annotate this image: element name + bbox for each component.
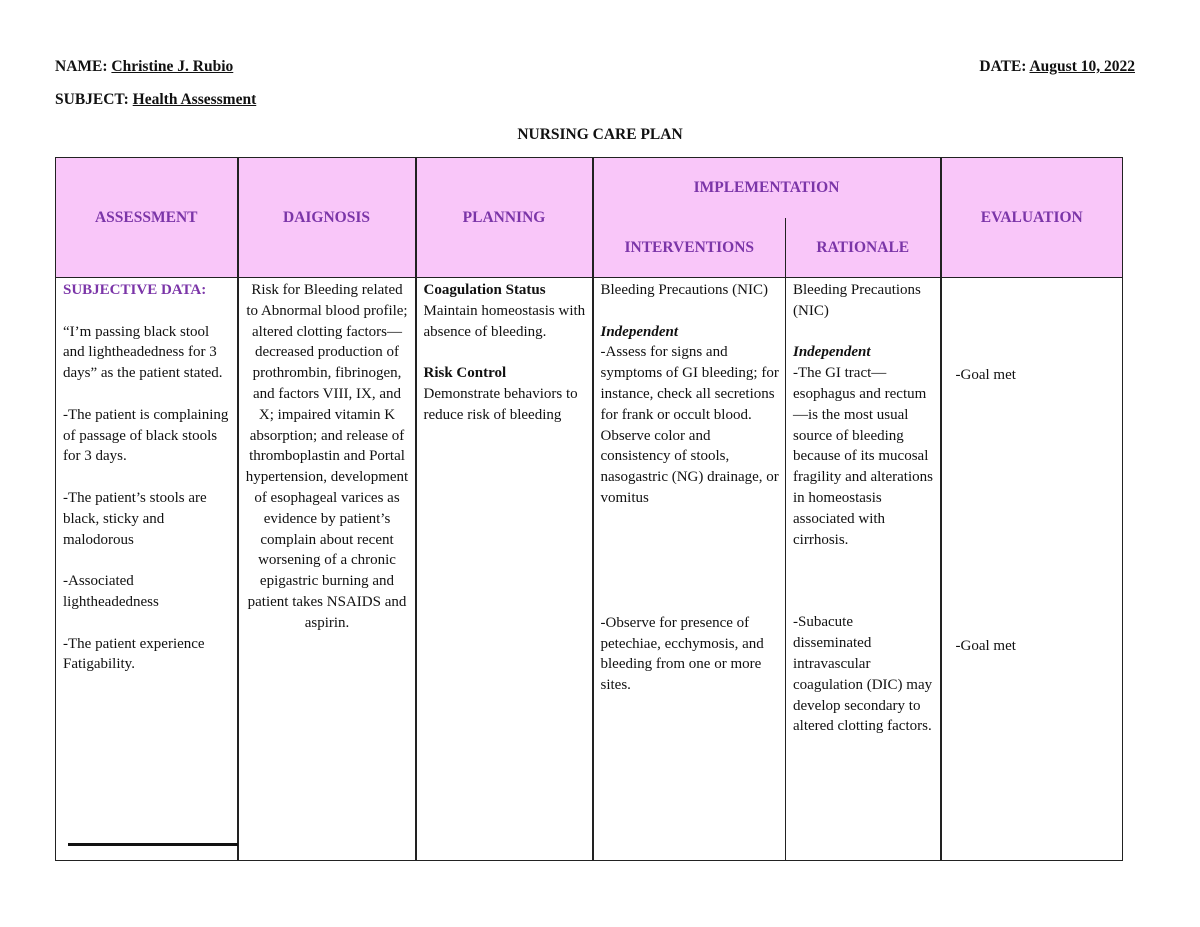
interventions-cell (593, 278, 786, 861)
interventions-independent-label: Independent (600, 323, 679, 340)
diagnosis-cell (238, 278, 416, 861)
assessment-cell (56, 278, 238, 861)
rationale-item: -Subacute disseminated intravascular coagulation (DIC) may develop secondary to altered clotting factors. (793, 614, 933, 735)
date-label: DATE: (979, 58, 1027, 75)
name-line (55, 58, 233, 76)
interventions-intro: Bleeding Precautions (NIC) (600, 282, 768, 298)
evaluation-item: -Goal met (955, 638, 1016, 654)
care-plan-table (55, 157, 1123, 861)
patient-quote: “I’m passing black stool and lightheadedness for 3 days” as the patient stated. (63, 323, 223, 382)
table-row (56, 278, 1123, 861)
assessment-item: -The patient’s stools are black, sticky and malodorous (63, 489, 207, 548)
planning-heading-coagulation: Coagulation Status (423, 282, 546, 298)
subject-value: Health Assessment (132, 91, 257, 108)
planning-text: Demonstrate behaviors to reduce risk of bleeding (423, 385, 578, 423)
assessment-item: -The patient is complaining of passage of black stools for 3 days. (63, 406, 229, 465)
planning-text: Maintain homeostasis with absence of bleeding. (423, 302, 586, 340)
assessment-item: -The patient experience Fatigability. (63, 635, 205, 673)
header-diagnosis: DAIGNOSIS (238, 158, 416, 278)
header-planning: PLANNING (416, 158, 593, 278)
header-implementation: IMPLEMENTATION (593, 158, 941, 219)
date-value: August 10, 2022 (1029, 58, 1135, 75)
header-evaluation: EVALUATION (941, 158, 1123, 278)
planning-heading-risk-control: Risk Control (423, 365, 507, 382)
diagnosis-text: Risk for Bleeding related to Abnormal blood profile; altered clotting factors—decreased production of prothrombin, fibrinogen, and factors VIII, IX, and X; impaired vitamin K absorption; and release of thromboplastin and Portal hypertension, development of esophageal varices as evidence by patient’s complain about recent worsening of a chronic epigastric burning and patient takes NSAIDS and aspirin. (245, 282, 409, 631)
subject-label: SUBJECT: (55, 91, 129, 108)
evaluation-cell (941, 278, 1123, 861)
intervention-item: -Assess for signs and symptoms of GI bleeding; for instance, check all secretions for frank or occult blood. Observe color and consistency of stools, nasogastric (NG) drainage, or vomitus (600, 344, 779, 506)
header-rationale: RATIONALE (786, 218, 941, 278)
rationale-independent-label: Independent (793, 344, 871, 361)
intervention-item: -Observe for presence of petechiae, ecchymosis, and bleeding from one or more sites. (600, 614, 764, 694)
signature-line (68, 843, 238, 846)
subjective-data-heading: SUBJECTIVE DATA: (63, 282, 207, 298)
header-interventions: INTERVENTIONS (593, 218, 786, 278)
rationale-intro: Bleeding Precautions (NIC) (793, 282, 921, 319)
planning-cell (416, 278, 593, 861)
rationale-cell (786, 278, 941, 861)
document-title: NURSING CARE PLAN (517, 126, 683, 143)
name-label: NAME: (55, 58, 108, 75)
name-value: Christine J. Rubio (111, 58, 234, 75)
subject-line (55, 91, 256, 109)
header-assessment: ASSESSMENT (56, 158, 238, 278)
rationale-item: -The GI tract—esophagus and rectum—is the most usual source of bleeding because of its mucosal fragility and alterations in homeostasis associated with cirrhosis. (793, 365, 933, 548)
date-line (979, 58, 1135, 76)
evaluation-item: -Goal met (955, 367, 1016, 383)
assessment-item: -Associated lightheadedness (63, 573, 159, 610)
